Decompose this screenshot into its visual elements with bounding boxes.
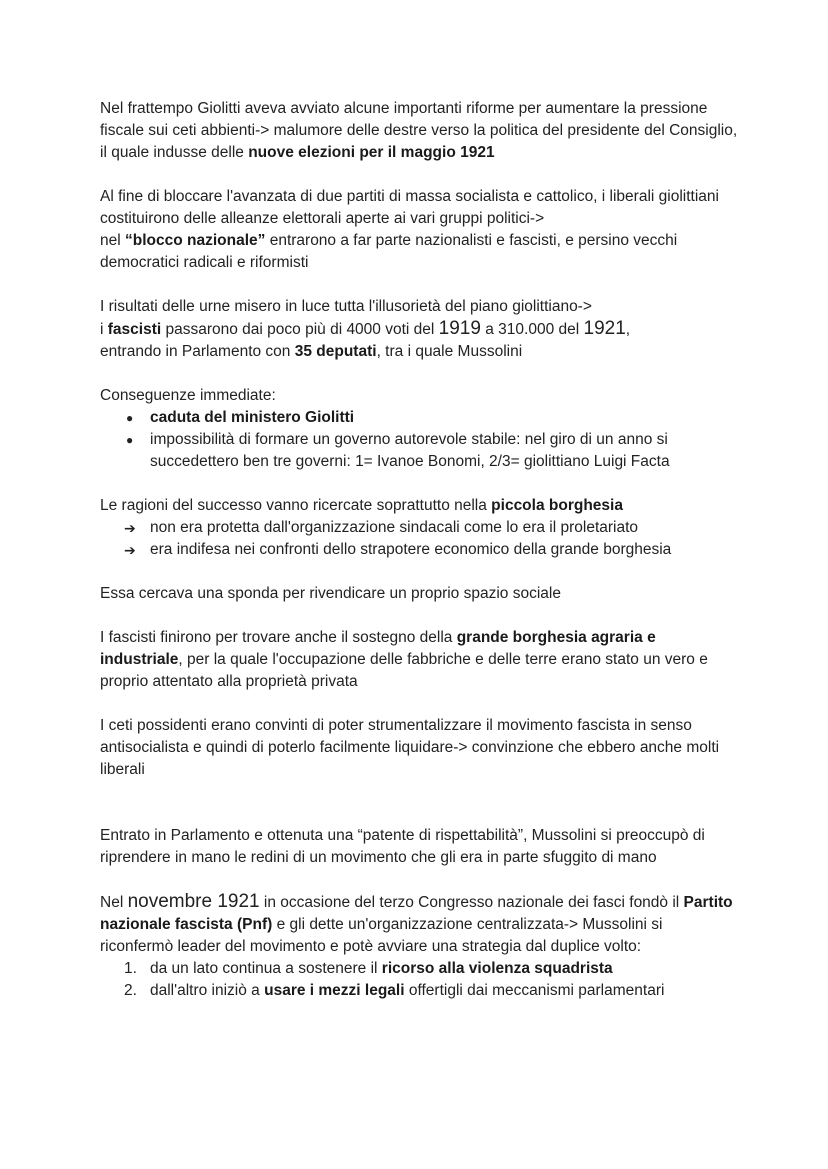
paragraph-parlamento: Entrato in Parlamento e ottenuta una “patente di rispettabilità”, Mussolini si preoccupò di riprendere in mano le redini di un movimento che gli era in parte sfuggito di mano [100, 827, 705, 866]
paragraph-ragioni: Le ragioni del successo vanno ricercate soprattutto nella piccola borghesia [100, 497, 623, 514]
list-item: ➔ non era protetta dall'organizzazione sindacali come lo era il proletariato [124, 519, 639, 536]
ragioni-list [100, 517, 738, 561]
conseguenze-list [100, 407, 738, 473]
paragraph-sponda: Essa cercava una sponda per rivendicare un proprio spazio sociale [100, 585, 561, 602]
paragraph-risultati: I risultati delle urne misero in luce tutta l'illusorietà del piano giolittiano-> i fascisti passarono dai poco più di 4000 voti del 1919 a 310.000 del 1921, entrando in Parlamento con 35 deputati, tra i quale Mussolini [100, 298, 631, 360]
paragraph-ceti: I ceti possidenti erano convinti di poter strumentalizzare il movimento fascista in senso antisocialista e quindi di poterlo facilmente liquidare-> convinzione che ebbero anche molti liberali [100, 717, 720, 778]
list-item: ● impossibilità di formare un governo autorevole stabile: nel giro di un anno si succedettero ben tre governi: 1= Ivanoe Bonomi, 2/3= giolittiano Luigi Facta [126, 431, 670, 470]
paragraph-pnf: Nel novembre 1921 in occasione del terzo Congresso nazionale dei fasci fondò il Partito nazionale fascista (Pnf) e gli dette un'organizzazione centralizzata-> Mussolini si riconfermò leader del movimento e potè avviare una strategia dal duplice volto: [100, 891, 733, 955]
paragraph-sostegno: I fascisti finirono per trovare anche il sostegno della grande borghesia agraria e industriale, per la quale l'occupazione delle fabbriche e delle terre erano stato un vero e proprio attentato alla proprietà privata [100, 629, 708, 690]
conseguenze-heading: Conseguenze immediate: [100, 387, 276, 404]
list-item: 2. dall'altro iniziò a usare i mezzi legali offertigli dai meccanismi parlamentari [124, 982, 665, 999]
strategia-list [100, 958, 738, 1002]
list-item: ● caduta del ministero Giolitti [126, 409, 355, 426]
list-item: 1. da un lato continua a sostenere il ricorso alla violenza squadrista [124, 960, 613, 977]
paragraph-blocco: Al fine di bloccare l'avanzata di due partiti di massa socialista e cattolico, i liberali giolittiani costituirono delle alleanze elettorali aperte ai vari gruppi politici-> nel “blocco nazionale” entrarono a far parte nazionalisti e fascisti, e persino vecchi democratici radicali e riformisti [100, 188, 719, 271]
list-item: ➔ era indifesa nei confronti dello strapotere economico della grande borghesia [124, 541, 672, 558]
paragraph-riforme: Nel frattempo Giolitti aveva avviato alcune importanti riforme per aumentare la pressione fiscale sui ceti abbienti-> malumore delle destre verso la politica del presidente del Consiglio, il quale indusse delle nuove elezioni per il maggio 1921 [100, 100, 738, 161]
